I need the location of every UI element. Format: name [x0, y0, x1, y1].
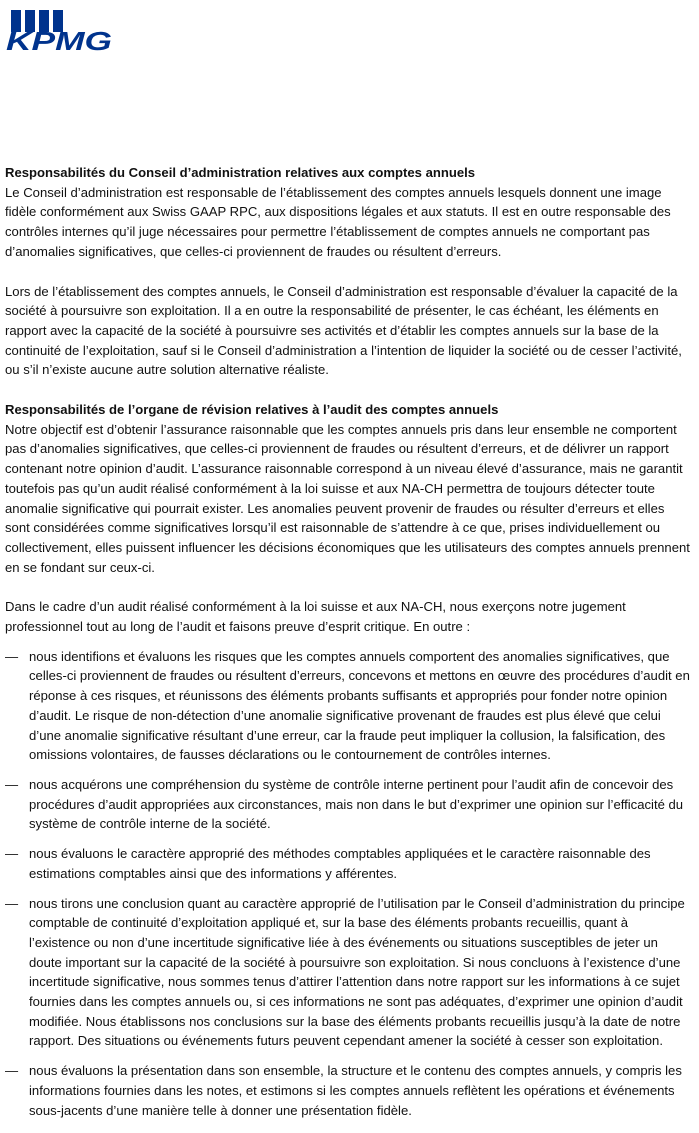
- list-item-text: nous évaluons le caractère approprié des méthodes comptables appliquées et le caractère raisonnable des estimations comptables ainsi que des informations y afférentes.: [29, 846, 651, 881]
- dash-bullet: —: [5, 895, 19, 911]
- list-item: [5, 894, 690, 1052]
- list-item: [5, 647, 690, 765]
- kpmg-logo-text: KPMG: [6, 26, 112, 54]
- kpmg-logo: [5, 8, 115, 54]
- list-item-text: nous tirons une conclusion quant au caractère approprié de l’utilisation par le Conseil d’administration du principe comptable de continuité d’exploitation appliqué et, sur la base des éléments probants recueillis, quant à l’existence ou non d’une incertitude significative liée à des événements ou situations susceptibles de jeter un doute important sur la capacité de la société à poursuivre son exploitation. Si nous concluons à l’existence d’une incertitude significative, nous sommes tenus d’attirer l’attention dans notre rapport sur les informations à ce sujet fournies dans les comptes annuels ou, si ces informations ne sont pas adéquates, d’exprimer une opinion d’audit modifiée. Nous établissons nos conclusions sur la base des éléments probants recueillis jusqu’à la date de notre rapport. Des situations ou événements futurs peuvent cependant amener la société à cesser son exploitation.: [29, 895, 685, 1049]
- auditor-paragraph-2: Dans le cadre d’un audit réalisé conformément à la loi suisse et aux NA-CH, nous exerçons notre jugement professionnel tout au long de l’audit et faisons preuve d’esprit critique. En outre :: [5, 599, 626, 635]
- list-item-text: nous identifions et évaluons les risques que les comptes annuels comportent des anomalies significatives, que celles-ci proviennent de fraudes ou résultent d’erreurs, concevons et mettons en œuvre des procédures d’audit en réponse à ces risques, et réunissons des éléments probants suffisants et appropriés pour fonder notre opinion d’audit. Le risque de non-détection d’une anomalie significative provenant de fraudes est plus élevé que celui d’une anomalie significative résultant d’une erreur, car la fraude peut impliquer la collusion, la falsification, des omissions volontaires, de fausses déclarations ou le contournement de contrôles internes.: [29, 648, 690, 763]
- board-paragraph-1: Le Conseil d’administration est responsable de l’établissement des comptes annuels lesquels donnent une image fidèle conformément aux Swiss GAAP RPC, aux dispositions légales et aux statuts. Il est en outre responsable des contrôles internes qu’il juge nécessaires pour permettre l’établissement de comptes annuels ne comportant pas d’anomalies significatives, que celles-ci proviennent de fraudes ou résultent d’erreurs.: [5, 184, 671, 259]
- list-item: [5, 775, 690, 834]
- board-responsibilities-heading: Responsabilités du Conseil d’administration relatives aux comptes annuels: [5, 165, 476, 180]
- document-body: [5, 163, 690, 1130]
- auditor-paragraph-1: Notre objectif est d’obtenir l’assurance raisonnable que les comptes annuels pris dans leur ensemble ne comportent pas d’anomalies significatives, que celles-ci proviennent de fraudes ou résultent d’erreurs, et de délivrer un rapport contenant notre opinion d’audit. L’assurance raisonnable correspond à un niveau élevé d’assurance, mais ne garantit toutefois pas qu’un audit réalisé conformément à la loi suisse et aux NA-CH permettra de toujours détecter toute anomalie significative qui pourrait exister. Les anomalies peuvent provenir de fraudes ou résulter d’erreurs et elles sont considérées comme significatives lorsqu’il est raisonnable de s’attendre à ce que, prises individuellement ou collectivement, elles puissent influencer les décisions économiques que les utilisateurs des comptes annuels prennent en se fondant sur ceux-ci.: [5, 421, 690, 575]
- list-item: [5, 844, 690, 883]
- dash-bullet: —: [5, 846, 19, 862]
- list-item-text: nous évaluons la présentation dans son ensemble, la structure et le contenu des comptes annuels, y compris les informations fournies dans les notes, et estimons si les comptes annuels reflètent les opérations et événements sous-jacents d’une manière telle à donner une présentation fidèle.: [29, 1063, 682, 1118]
- board-paragraph-2: Lors de l’établissement des comptes annuels, le Conseil d’administration est responsable d’évaluer la capacité de la société à poursuivre son exploitation. Il a en outre la responsabilité de présenter, le cas échéant, les éléments en rapport avec la capacité de la société à poursuivre ses activités et d’établir les comptes annuels sur la base de la continuité de l’exploitation, sauf si le Conseil d’administration a l’intention de liquider la société ou de cesser l’activité, ou s’il n’existe aucune autre solution alternative réaliste.: [5, 283, 682, 378]
- dash-bullet: —: [5, 1063, 19, 1079]
- list-item-text: nous acquérons une compréhension du système de contrôle interne pertinent pour l’audit afin de concevoir des procédures d’audit appropriées aux circonstances, mais non dans le but d’exprimer une opinion sur l’efficacité du système de contrôle interne de la société.: [29, 776, 684, 832]
- dash-bullet: —: [5, 776, 19, 792]
- audit-procedures-list: [5, 647, 690, 1120]
- auditor-responsibilities-heading: Responsabilités de l’organe de révision relatives à l’audit des comptes annuels: [5, 402, 499, 418]
- list-item: [5, 1061, 690, 1120]
- dash-bullet: —: [5, 648, 19, 664]
